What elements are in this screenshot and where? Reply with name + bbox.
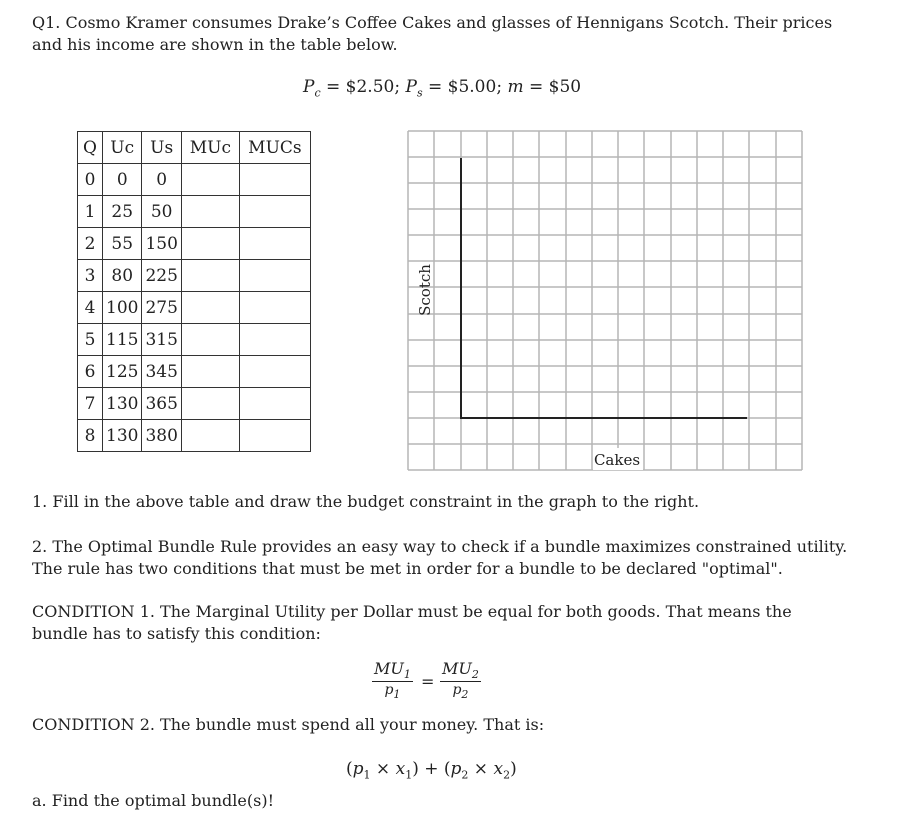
table-cell [181,260,239,292]
utility-table [77,131,311,452]
table-cell [181,324,239,356]
formula-1-text [0,0,1,1]
table-row [78,324,311,356]
table-cell [239,196,310,228]
table-row [78,356,311,388]
fraction-right-denominator: $p_2$ [452,682,469,701]
table-row [78,196,311,228]
formula-2: $(p_1 \times x_1) + (p_2 \times x_2)$ [346,759,517,782]
table-cell [181,196,239,228]
graph-x-label: Cakes [593,451,641,469]
table-cell: 0 [103,164,142,196]
table-cell [239,388,310,420]
table-cell: 365 [142,388,181,420]
table-cell: 8 [78,420,103,452]
table-cell: 115 [103,324,142,356]
question-line-2: and his income are shown in the table below. [32,35,398,54]
table-cell [239,356,310,388]
table-cell: 6 [78,356,103,388]
table-cell: 1 [78,196,103,228]
table-cell: 125 [103,356,142,388]
table-cell [239,260,310,292]
table-cell: 4 [78,292,103,324]
table-header-row [78,132,311,164]
prices-equation: $P_c$ = $2.50; $P_s$ = $5.00; m = $50 [303,77,582,100]
item-a: a. Find the optimal bundle(s)! [32,791,274,810]
table-header-cell-col-2: Us [142,132,181,164]
table-row [78,164,311,196]
item-1: 1. Fill in the above table and draw the budget constraint in the graph to the right. [32,492,700,511]
table-cell: 80 [103,260,142,292]
item-2-line-2: The rule has two conditions that must be met in order for a bundle to be declared "optimal". [32,559,783,578]
graph-y-label: Scotch [416,264,434,316]
table-cell: 100 [103,292,142,324]
fraction-left-numerator: $MU_1$ [374,659,411,682]
table-cell: 345 [142,356,181,388]
fraction-right [440,659,481,701]
table-cell: 55 [103,228,142,260]
table-cell [239,164,310,196]
condition-1 [32,601,792,645]
table-row [78,228,311,260]
condition-2: CONDITION 2. The bundle must spend all your money. That is: [32,715,545,734]
table-header-cell-col-1: Uc [103,132,142,164]
table-cell [181,228,239,260]
fraction-left-denominator: $p_1$ [384,682,401,701]
table-cell [181,356,239,388]
table-row [78,292,311,324]
table-cell: 130 [103,388,142,420]
table-cell [239,292,310,324]
table-cell: 0 [78,164,103,196]
table-cell: 3 [78,260,103,292]
graph-grid [408,131,802,470]
table-cell: 5 [78,324,103,356]
table-row [78,420,311,452]
table-header-cell-col-4: MUCs [239,132,310,164]
table-row [78,260,311,292]
formula-2-text [0,0,1,1]
table-cell: 130 [103,420,142,452]
condition-1-line-1: CONDITION 1. The Marginal Utility per Dollar must be equal for both goods. That means the [32,602,792,621]
table-cell: 50 [142,196,181,228]
budget-graph [407,130,803,471]
table-cell: 380 [142,420,181,452]
table-cell [239,228,310,260]
table-cell [181,420,239,452]
condition-1-line-2: bundle has to satisfy this condition: [32,624,321,643]
table-header-cell-col-0: Q [78,132,103,164]
fraction-right-numerator: $MU_2$ [442,659,479,682]
table-cell: 150 [142,228,181,260]
table-cell [181,292,239,324]
table-cell: 25 [103,196,142,228]
item-2 [32,536,847,580]
table-cell [239,420,310,452]
table-cell: 275 [142,292,181,324]
prices-equation-text [0,0,1,1]
table-header-cell-col-3: MUc [181,132,239,164]
table-cell [181,164,239,196]
table-cell: 2 [78,228,103,260]
item-2-line-1: 2. The Optimal Bundle Rule provides an easy way to check if a bundle maximizes constrained utility. [32,537,848,556]
table-cell: 7 [78,388,103,420]
question-text [32,12,832,56]
fraction-left [372,659,413,701]
formula-equals: = [421,672,435,691]
table-row [78,388,311,420]
question-line-1: Q1. Cosmo Kramer consumes Drake’s Coffee Cakes and glasses of Hennigans Scotch. Their prices [32,13,833,32]
table-cell [239,324,310,356]
table-cell: 315 [142,324,181,356]
table-cell: 225 [142,260,181,292]
table-cell [181,388,239,420]
table-cell: 0 [142,164,181,196]
